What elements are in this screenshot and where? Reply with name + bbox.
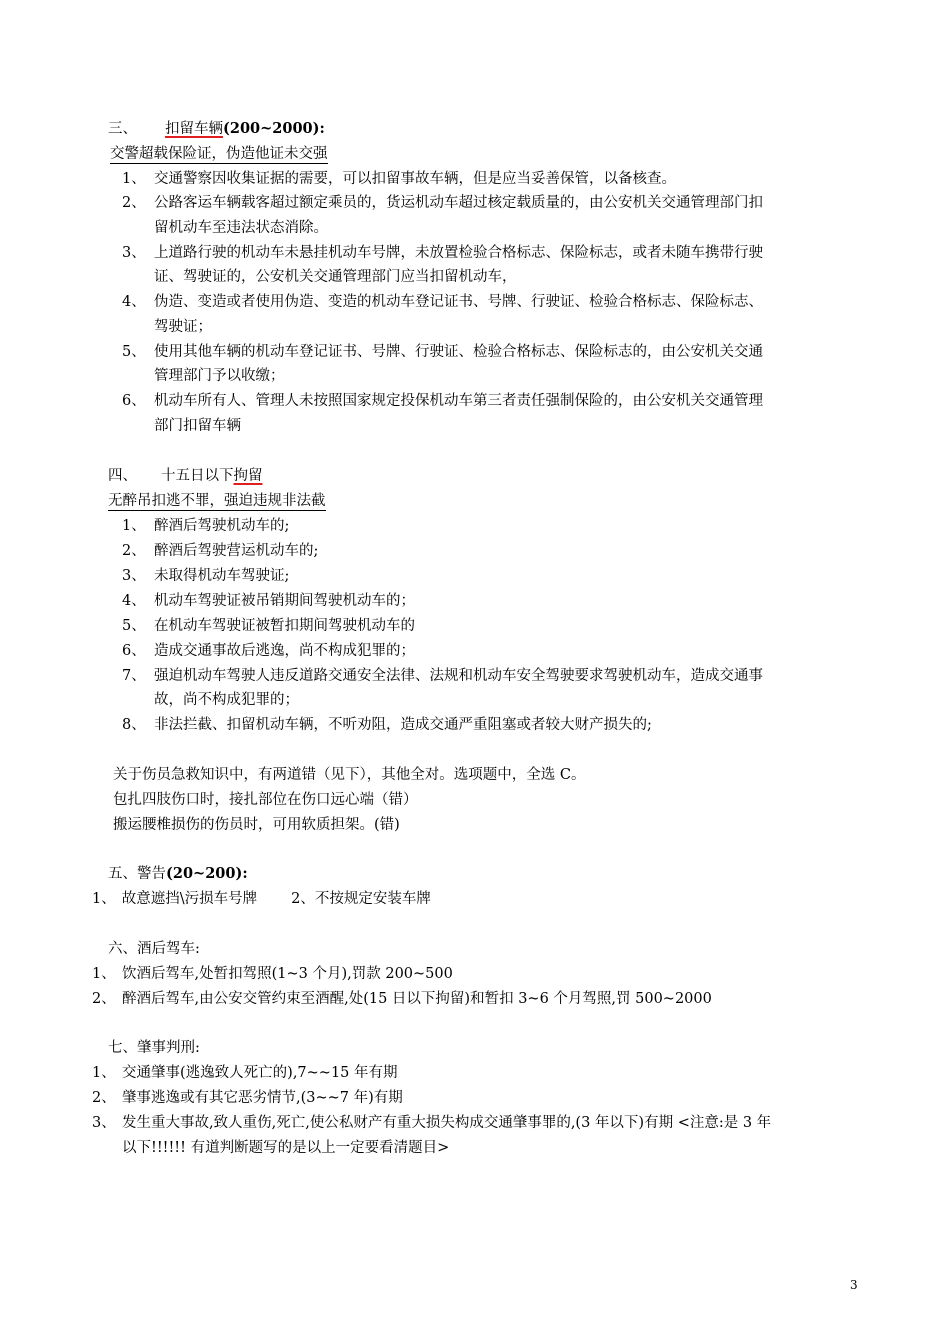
item-text: 饮酒后驾车,处暂扣驾照(1~3 个月),罚款 200~500: [122, 966, 453, 982]
item-number: 2、: [92, 991, 116, 1007]
item-text-continued: 部门扣留车辆: [154, 418, 241, 434]
item-text: 交通肇事(逃逸致人死亡的),7~~15 年有期: [122, 1065, 398, 1081]
item-text-continued: 留机动车至违法状态消除。: [154, 220, 328, 236]
item-text: 发生重大事故,致人重伤,死亡,使公私财产有重大损失构成交通肇事罪的,(3 年以下)有期 <注意:是 3 年: [122, 1115, 772, 1131]
section-3-mnemonic-text: 交警超载保险证，伪造他证未交强: [110, 146, 328, 162]
section-4-mnemonic-text: 无醉吊扣逃不罪，强迫违规非法截: [108, 493, 326, 509]
section-5-item-number: 1、: [92, 891, 116, 907]
section-3-title-vehicle: 车辆: [194, 121, 223, 137]
item-text: 醉酒后驾驶机动车的;: [154, 518, 290, 534]
section-5-title: 五、警告: [108, 866, 166, 882]
item-text: 强迫机动车驾驶人违反道路交通安全法律、法规和机动车安全驾驶要求驾驶机动车，造成交通事: [154, 668, 763, 684]
section-3-number: 三、: [108, 121, 137, 137]
item-text: 使用其他车辆的机动车登记证书、号牌、行驶证、检验合格标志、保险标志的，由公安机关交通: [154, 344, 763, 360]
item-number: 6、: [122, 393, 146, 409]
item-number: 1、: [122, 171, 146, 187]
item-number: 3、: [122, 568, 146, 584]
item-text-continued: 以下!!!!!! 有道判断题写的是以上一定要看清题目>: [122, 1140, 450, 1156]
item-text-continued: 证、驾驶证的，公安机关交通管理部门应当扣留机动车，: [154, 269, 517, 285]
page-number: 3: [850, 1278, 858, 1292]
item-text: 醉酒后驾车,由公安交管约束至酒醒,处(15 日以下拘留)和暂扣 3~6 个月驾照,罚 500~2000: [122, 991, 712, 1007]
section-3-title-detain: 扣留: [165, 121, 194, 137]
item-text: 上道路行驶的机动车未悬挂机动车号牌，未放置检验合格标志、保险标志，或者未随车携带行驶: [154, 245, 763, 261]
section-6-heading: 六、酒后驾车:: [108, 941, 200, 957]
first-aid-note-3: 搬运腰椎损伤的伤员时，可用软质担架。(错): [113, 817, 400, 833]
section-4-heading: [108, 464, 263, 489]
section-3-title-fine: (200~2000):: [223, 120, 325, 137]
item-number: 1、: [92, 966, 116, 982]
item-number: 4、: [122, 294, 146, 310]
item-text: 未取得机动车驾驶证;: [154, 568, 290, 584]
item-number: 2、: [122, 195, 146, 211]
item-text: 交通警察因收集证据的需要，可以扣留事故车辆，但是应当妥善保管，以备核查。: [154, 171, 676, 187]
section-3-heading: [108, 117, 325, 142]
section-5-fine: (20~200):: [166, 865, 248, 882]
item-text: 醉酒后驾驶营运机动车的;: [154, 543, 319, 559]
item-number: 5、: [122, 344, 146, 360]
item-number: 1、: [92, 1065, 116, 1081]
section-4-title-detention: 拘留: [233, 468, 263, 484]
section-5-heading: [108, 862, 248, 887]
item-number: 3、: [122, 245, 146, 261]
item-number: 4、: [122, 593, 146, 609]
item-number: 2、: [92, 1090, 116, 1106]
section-5-items: [92, 887, 431, 912]
section-4-mnemonic: [108, 489, 326, 514]
item-number: 2、: [122, 543, 146, 559]
section-5-item-1: 故意遮挡\污损车号牌: [121, 891, 258, 907]
item-text: 机动车所有人、管理人未按照国家规定投保机动车第三者责任强制保险的，由公安机关交通管理: [154, 393, 763, 409]
first-aid-note-2: 包扎四肢伤口时，接扎部位在伤口远心端（错）: [113, 792, 418, 808]
item-text: 机动车驾驶证被吊销期间驾驶机动车的；: [154, 593, 415, 609]
item-text: 在机动车驾驶证被暂扣期间驾驶机动车的: [154, 618, 415, 634]
item-text-continued: 管理部门予以收缴；: [154, 368, 285, 384]
item-number: 3、: [92, 1115, 116, 1131]
section-3-mnemonic: [110, 142, 328, 167]
item-text: 造成交通事故后逃逸，尚不构成犯罪的；: [154, 643, 415, 659]
section-4-title-days: 十五日以下: [161, 468, 234, 484]
item-number: 5、: [122, 618, 146, 634]
item-text: 公路客运车辆载客超过额定乘员的，货运机动车超过核定载质量的，由公安机关交通管理部门扣: [154, 195, 763, 211]
section-5-item-2: 2、不按规定安装车牌: [291, 891, 431, 907]
item-number: 7、: [122, 668, 146, 684]
first-aid-note-1: 关于伤员急救知识中，有两道错（见下），其他全对。选项题中，全选 C。: [113, 767, 586, 783]
item-text: 非法拦截、扣留机动车辆，不听劝阻，造成交通严重阻塞或者较大财产损失的;: [154, 717, 652, 733]
item-text: 肇事逃逸或有其它恶劣情节,(3~~7 年)有期: [122, 1090, 403, 1106]
section-4-number: 四、: [108, 468, 137, 484]
item-number: 6、: [122, 643, 146, 659]
item-text-continued: 故，尚不构成犯罪的；: [154, 692, 299, 708]
item-number: 1、: [122, 518, 146, 534]
item-text-continued: 驾驶证；: [154, 319, 212, 335]
item-text: 伪造、变造或者使用伪造、变造的机动车登记证书、号牌、行驶证、检验合格标志、保险标志、: [154, 294, 763, 310]
item-number: 8、: [122, 717, 146, 733]
section-7-heading: 七、肇事判刑:: [108, 1040, 200, 1056]
